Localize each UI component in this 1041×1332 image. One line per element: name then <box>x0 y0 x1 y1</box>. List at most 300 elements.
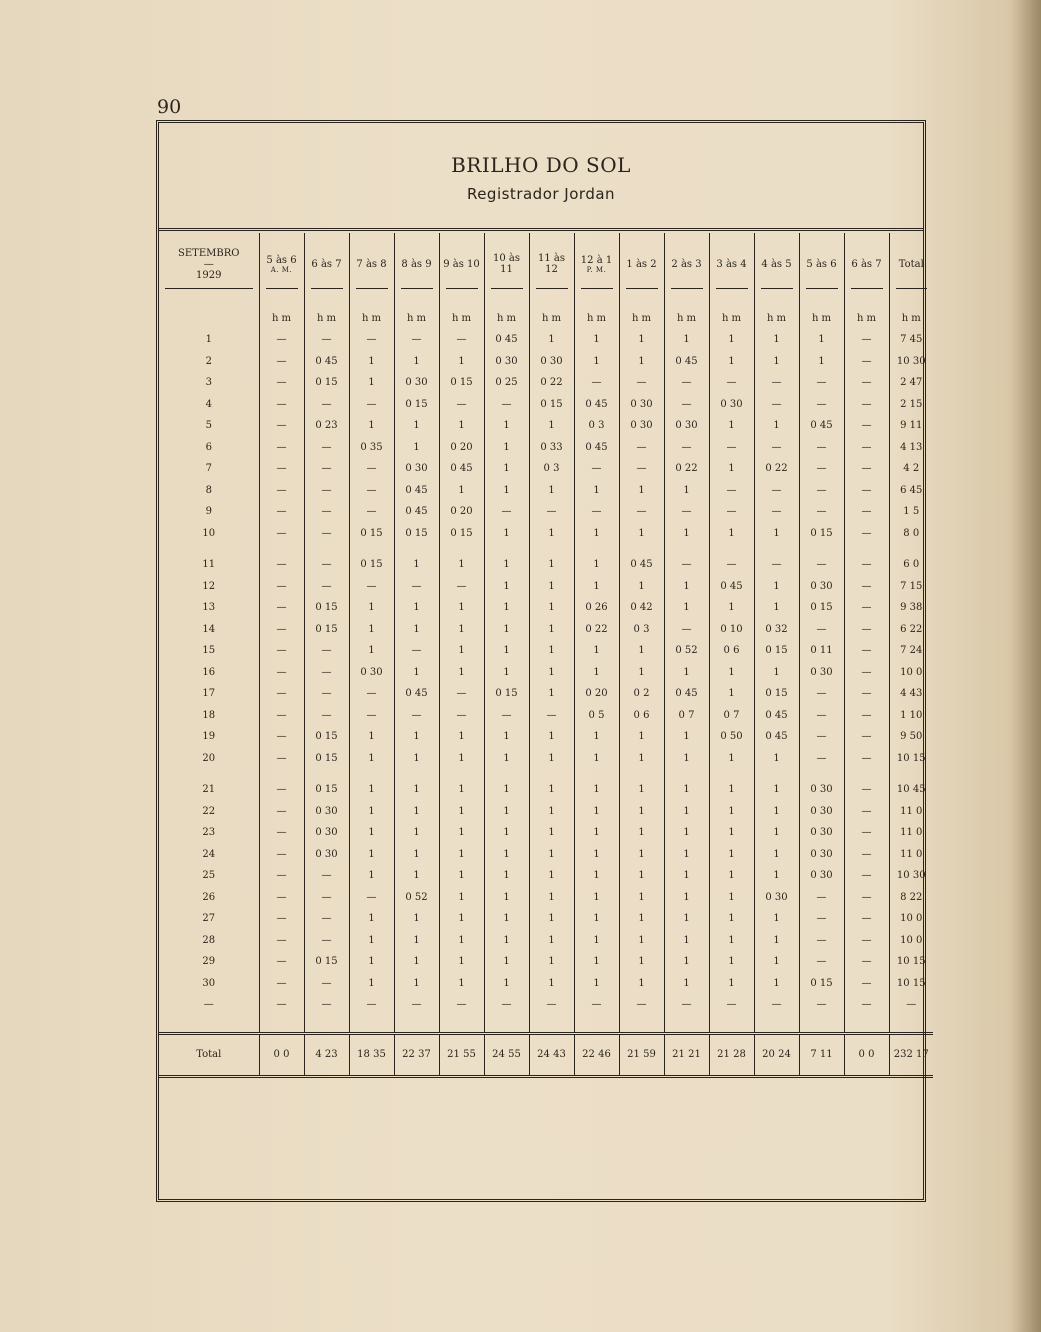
value-cell: — <box>844 437 889 459</box>
value-cell: 1 <box>349 930 394 952</box>
page-subtitle: Registrador Jordan <box>466 185 616 203</box>
value-cell: 1 <box>529 576 574 598</box>
value-cell: — <box>799 930 844 952</box>
value-cell: 1 <box>709 973 754 995</box>
total-cell: 232 17 <box>889 1033 933 1076</box>
value-cell: — <box>439 994 484 1016</box>
value-cell: 1 <box>754 748 799 770</box>
value-cell: — <box>349 394 394 416</box>
gap-cell <box>159 544 259 554</box>
value-cell: — <box>754 480 799 502</box>
value-cell: 1 <box>754 662 799 684</box>
value-cell: 1 <box>529 822 574 844</box>
day-cell: 29 <box>202 956 216 968</box>
value-cell: 1 <box>484 458 529 480</box>
value-cell: 0 30 <box>799 662 844 684</box>
gap-cell <box>754 769 799 779</box>
value-cell: — <box>754 501 799 523</box>
value-cell: — <box>844 640 889 662</box>
gap-cell <box>709 769 754 779</box>
value-cell: 1 <box>394 951 439 973</box>
separator-cell <box>799 1016 844 1034</box>
header-row <box>159 233 933 295</box>
value-cell: 1 <box>529 748 574 770</box>
value-cell: 0 30 <box>304 801 349 823</box>
day-cell: 12 <box>202 580 216 592</box>
value-cell: 10 30 <box>889 865 933 887</box>
value-cell: — <box>844 951 889 973</box>
day-cell: 5 <box>205 420 212 432</box>
value-cell: 1 <box>799 329 844 351</box>
value-cell: 1 <box>394 415 439 437</box>
value-cell: 8 22 <box>889 887 933 909</box>
value-cell: 0 15 <box>394 394 439 416</box>
value-cell: — <box>844 844 889 866</box>
value-cell: 1 <box>574 329 619 351</box>
total-cell: 4 23 <box>304 1033 349 1076</box>
value-cell: 1 <box>529 683 574 705</box>
value-cell: 1 <box>439 822 484 844</box>
value-cell: 1 <box>394 844 439 866</box>
value-cell: 1 <box>709 458 754 480</box>
value-cell: 1 <box>439 844 484 866</box>
value-cell: 1 <box>664 329 709 351</box>
value-cell: — <box>574 501 619 523</box>
value-cell: 0 30 <box>619 394 664 416</box>
table-row <box>159 372 933 394</box>
value-cell: — <box>799 619 844 641</box>
value-cell: — <box>259 640 304 662</box>
units-cell: h m <box>664 295 709 329</box>
value-cell: — <box>844 329 889 351</box>
value-cell: 0 15 <box>484 683 529 705</box>
units-spacer <box>159 295 259 329</box>
value-cell: 0 15 <box>394 523 439 545</box>
value-cell: 1 <box>529 951 574 973</box>
gap-cell <box>304 544 349 554</box>
total-cell: 24 55 <box>484 1033 529 1076</box>
value-cell: 0 15 <box>799 523 844 545</box>
table-row <box>159 887 933 909</box>
value-cell: 1 <box>574 554 619 576</box>
value-cell: 1 <box>529 640 574 662</box>
total-cell: 7 11 <box>799 1033 844 1076</box>
value-cell: 1 <box>619 329 664 351</box>
table-row <box>159 640 933 662</box>
value-cell: — <box>304 705 349 727</box>
value-cell: — <box>259 951 304 973</box>
value-cell: — <box>394 994 439 1016</box>
value-cell: 11 0 <box>889 844 933 866</box>
value-cell: — <box>844 748 889 770</box>
gap-cell <box>259 544 304 554</box>
separator-cell <box>844 1016 889 1034</box>
value-cell: — <box>844 576 889 598</box>
value-cell: 0 15 <box>304 779 349 801</box>
value-cell: 1 <box>484 619 529 641</box>
value-cell: 1 <box>484 662 529 684</box>
value-cell: 1 <box>349 951 394 973</box>
table-row <box>159 576 933 598</box>
value-cell: — <box>664 501 709 523</box>
value-cell: — <box>304 887 349 909</box>
value-cell: 1 <box>664 748 709 770</box>
value-cell: — <box>259 597 304 619</box>
value-cell: — <box>439 394 484 416</box>
value-cell: — <box>799 501 844 523</box>
value-cell: — <box>304 437 349 459</box>
value-cell: 0 45 <box>574 394 619 416</box>
value-cell: 1 <box>484 523 529 545</box>
value-cell: — <box>844 994 889 1016</box>
value-cell: 0 45 <box>754 705 799 727</box>
value-cell: 1 <box>484 597 529 619</box>
value-cell: 0 45 <box>394 501 439 523</box>
value-cell: — <box>844 822 889 844</box>
column-header <box>484 233 529 295</box>
blank-footer-area <box>159 1079 923 1199</box>
value-cell: 0 15 <box>349 554 394 576</box>
value-cell: 0 30 <box>799 865 844 887</box>
value-cell: 1 <box>664 865 709 887</box>
table-row <box>159 329 933 351</box>
value-cell: 1 <box>439 619 484 641</box>
value-cell: 10 0 <box>889 662 933 684</box>
value-cell: 0 30 <box>799 779 844 801</box>
value-cell: 1 <box>349 908 394 930</box>
value-cell: — <box>304 973 349 995</box>
day-cell: 25 <box>202 870 216 882</box>
value-cell: 7 45 <box>889 329 933 351</box>
day-cell: 3 <box>205 377 212 389</box>
value-cell: 1 <box>529 726 574 748</box>
value-cell: — <box>484 994 529 1016</box>
value-cell: — <box>349 705 394 727</box>
day-cell: 11 <box>202 559 216 571</box>
value-cell: 10 45 <box>889 779 933 801</box>
value-cell: — <box>394 705 439 727</box>
value-cell: 1 <box>574 844 619 866</box>
value-cell: 9 38 <box>889 597 933 619</box>
value-cell: — <box>664 619 709 641</box>
value-cell: — <box>574 994 619 1016</box>
value-cell: 1 <box>619 887 664 909</box>
value-cell: — <box>844 480 889 502</box>
separator-cell <box>159 1016 259 1034</box>
value-cell: — <box>439 329 484 351</box>
value-cell: 1 <box>529 415 574 437</box>
value-cell: 0 30 <box>799 822 844 844</box>
separator-cell <box>574 1016 619 1034</box>
day-cell: 7 <box>205 463 212 475</box>
value-cell: 1 <box>619 973 664 995</box>
separator-cell <box>529 1016 574 1034</box>
gap-cell <box>619 769 664 779</box>
value-cell: 1 <box>529 523 574 545</box>
value-cell: — <box>304 994 349 1016</box>
value-cell: 1 <box>664 822 709 844</box>
value-cell: — <box>844 351 889 373</box>
month-header <box>159 233 259 295</box>
value-cell: 1 <box>709 523 754 545</box>
column-header <box>709 233 754 295</box>
value-cell: 0 30 <box>349 662 394 684</box>
day-cell: 19 <box>202 731 216 743</box>
table-row <box>159 351 933 373</box>
title-area <box>159 123 923 231</box>
value-cell: 10 0 <box>889 930 933 952</box>
total-cell: 20 24 <box>754 1033 799 1076</box>
value-cell: — <box>259 726 304 748</box>
value-cell: 1 <box>754 822 799 844</box>
value-cell: 1 <box>664 726 709 748</box>
value-cell: 1 <box>349 619 394 641</box>
gap-cell <box>889 544 933 554</box>
column-header-label: 6 às 7 <box>311 258 342 270</box>
value-cell: 1 <box>619 779 664 801</box>
value-cell: 6 0 <box>889 554 933 576</box>
day-cell: 26 <box>202 891 216 903</box>
column-header <box>799 233 844 295</box>
value-cell: 1 <box>574 351 619 373</box>
value-cell: 0 30 <box>709 394 754 416</box>
value-cell: 1 <box>349 973 394 995</box>
day-cell: — <box>203 999 214 1011</box>
value-cell: 1 <box>664 597 709 619</box>
value-cell: 1 <box>529 973 574 995</box>
value-cell: — <box>304 576 349 598</box>
group-gap <box>159 769 933 779</box>
value-cell: 1 <box>484 930 529 952</box>
value-cell: 1 <box>754 779 799 801</box>
column-header-period: P. M. <box>586 265 607 274</box>
units-cell: h m <box>754 295 799 329</box>
separator-cell <box>619 1016 664 1034</box>
column-header <box>664 233 709 295</box>
value-cell: — <box>799 726 844 748</box>
value-cell: 1 <box>394 437 439 459</box>
value-cell: 0 3 <box>529 458 574 480</box>
value-cell: 0 45 <box>664 351 709 373</box>
value-cell: 0 15 <box>799 973 844 995</box>
value-cell: 1 <box>394 351 439 373</box>
units-cell: h m <box>574 295 619 329</box>
value-cell: — <box>844 662 889 684</box>
value-cell: 1 <box>574 822 619 844</box>
column-header-label: 8 às 9 <box>401 258 432 270</box>
value-cell: 1 <box>619 748 664 770</box>
gap-cell <box>844 544 889 554</box>
value-cell: 1 <box>394 822 439 844</box>
gap-cell <box>799 544 844 554</box>
value-cell: 1 <box>349 351 394 373</box>
value-cell: 0 15 <box>304 372 349 394</box>
total-cell: 0 0 <box>844 1033 889 1076</box>
value-cell: 1 <box>664 662 709 684</box>
month-label: SETEMBRO <box>178 247 240 259</box>
gap-cell <box>709 544 754 554</box>
value-cell: 1 <box>349 726 394 748</box>
value-cell: 8 0 <box>889 523 933 545</box>
value-cell: 4 2 <box>889 458 933 480</box>
value-cell: — <box>799 951 844 973</box>
value-cell: 0 30 <box>799 844 844 866</box>
value-cell: 1 <box>574 662 619 684</box>
value-cell: 1 <box>619 480 664 502</box>
value-cell: 0 45 <box>304 351 349 373</box>
value-cell: — <box>484 501 529 523</box>
value-cell: 1 <box>619 908 664 930</box>
day-cell: 9 <box>205 506 212 518</box>
value-cell: 1 <box>754 329 799 351</box>
value-cell: 1 <box>619 844 664 866</box>
value-cell: 1 <box>664 887 709 909</box>
value-cell: 1 <box>394 930 439 952</box>
day-cell: 23 <box>202 827 216 839</box>
value-cell: 1 <box>529 779 574 801</box>
value-cell: 10 15 <box>889 973 933 995</box>
day-cell: 21 <box>202 784 216 796</box>
value-cell: 1 <box>439 887 484 909</box>
value-cell: — <box>349 501 394 523</box>
units-cell: h m <box>484 295 529 329</box>
value-cell: 1 <box>484 437 529 459</box>
value-cell: 0 45 <box>619 554 664 576</box>
value-cell: — <box>664 394 709 416</box>
value-cell: 1 <box>664 523 709 545</box>
total-cell: 21 59 <box>619 1033 664 1076</box>
value-cell: 1 <box>394 748 439 770</box>
value-cell: 1 <box>394 779 439 801</box>
value-cell: — <box>259 619 304 641</box>
value-cell: 1 <box>709 662 754 684</box>
day-cell: 27 <box>202 913 216 925</box>
column-header-label: 3 às 4 <box>716 258 747 270</box>
value-cell: 1 <box>484 844 529 866</box>
separator-cell <box>394 1016 439 1034</box>
value-cell: — <box>799 394 844 416</box>
value-cell: 0 45 <box>439 458 484 480</box>
year-label: 1929 <box>196 269 222 281</box>
value-cell: — <box>304 662 349 684</box>
value-cell: — <box>664 994 709 1016</box>
value-cell: 0 10 <box>709 619 754 641</box>
value-cell: 1 <box>439 908 484 930</box>
value-cell: 1 <box>484 801 529 823</box>
table-row <box>159 437 933 459</box>
value-cell: — <box>349 994 394 1016</box>
gap-cell <box>799 769 844 779</box>
separator-cell <box>709 1016 754 1034</box>
value-cell: 1 <box>664 908 709 930</box>
value-cell: 1 <box>799 351 844 373</box>
value-cell: 0 30 <box>754 887 799 909</box>
value-cell: 0 6 <box>619 705 664 727</box>
value-cell: 1 <box>439 801 484 823</box>
value-cell: 1 <box>709 844 754 866</box>
value-cell: — <box>259 779 304 801</box>
value-cell: 0 15 <box>304 748 349 770</box>
gap-cell <box>754 544 799 554</box>
day-cell: 2 <box>205 355 212 367</box>
day-cell: 13 <box>202 602 216 614</box>
value-cell: 1 <box>754 930 799 952</box>
value-cell: 1 <box>394 908 439 930</box>
value-cell: — <box>259 437 304 459</box>
value-cell: 1 <box>349 415 394 437</box>
value-cell: 0 15 <box>349 523 394 545</box>
table-row <box>159 415 933 437</box>
value-cell: 0 26 <box>574 597 619 619</box>
value-cell: — <box>304 930 349 952</box>
value-cell: 1 <box>529 865 574 887</box>
column-header <box>259 233 304 295</box>
value-cell: 0 45 <box>484 329 529 351</box>
value-cell: — <box>889 994 933 1016</box>
value-cell: 1 <box>664 844 709 866</box>
value-cell: — <box>799 458 844 480</box>
value-cell: 0 22 <box>529 372 574 394</box>
value-cell: 0 3 <box>619 619 664 641</box>
value-cell: 9 50 <box>889 726 933 748</box>
value-cell: 0 35 <box>349 437 394 459</box>
value-cell: — <box>259 394 304 416</box>
value-cell: 1 <box>754 351 799 373</box>
day-cell: 4 <box>205 398 212 410</box>
value-cell: 1 <box>619 726 664 748</box>
value-cell: — <box>304 523 349 545</box>
day-cell: 6 <box>205 441 212 453</box>
value-cell: 0 45 <box>754 726 799 748</box>
table-row <box>159 394 933 416</box>
value-cell: 1 <box>394 865 439 887</box>
units-cell: h m <box>529 295 574 329</box>
month-dash: — <box>203 258 214 270</box>
value-cell: 1 <box>709 865 754 887</box>
value-cell: — <box>799 683 844 705</box>
value-cell: 0 45 <box>799 415 844 437</box>
value-cell: 4 43 <box>889 683 933 705</box>
value-cell: 1 <box>619 523 664 545</box>
separator-cell <box>439 1016 484 1034</box>
units-cell: h m <box>889 295 933 329</box>
sunshine-table <box>159 233 933 1078</box>
value-cell: — <box>619 501 664 523</box>
value-cell: — <box>844 394 889 416</box>
column-header <box>619 233 664 295</box>
value-cell: 6 22 <box>889 619 933 641</box>
value-cell: 1 <box>754 523 799 545</box>
value-cell: — <box>844 726 889 748</box>
value-cell: — <box>259 662 304 684</box>
value-cell: — <box>259 801 304 823</box>
value-cell: 0 22 <box>574 619 619 641</box>
gap-cell <box>349 769 394 779</box>
units-cell: h m <box>439 295 484 329</box>
value-cell: 1 <box>574 951 619 973</box>
column-header-label: 11 às 12 <box>538 253 565 275</box>
value-cell: 1 <box>619 930 664 952</box>
value-cell: 1 <box>574 480 619 502</box>
value-cell: 1 <box>394 619 439 641</box>
gap-cell <box>484 769 529 779</box>
units-cell: h m <box>394 295 439 329</box>
table-row <box>159 597 933 619</box>
value-cell: 1 <box>439 662 484 684</box>
value-cell: — <box>754 554 799 576</box>
value-cell: — <box>799 554 844 576</box>
value-cell: 1 <box>529 480 574 502</box>
